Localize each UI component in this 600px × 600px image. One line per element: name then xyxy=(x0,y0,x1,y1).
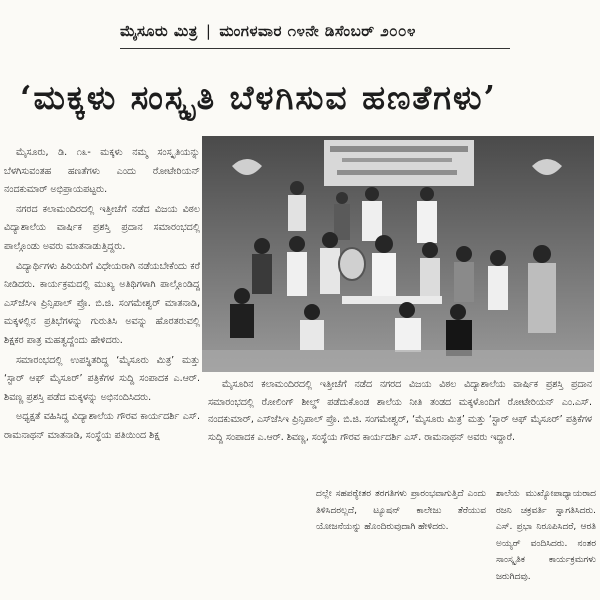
photo-caption: ಮೈಸೂರಿನ ಕಲಾಮಂದಿರದಲ್ಲಿ ಇತ್ತೀಚೆಗೆ ನಡೆದ ನಗರದ ವಿಜಯ ವಿಠಲ ವಿದ್ಯಾಶಾಲೆಯ ವಾರ್ಷಿಕ ಪ್ರಶಸ್ತಿ ಪ್ರದಾನ ಸಮಾರಂಭದಲ್ಲಿ ರೋಲಿಂಗ್ ಶೀಲ್ಡ್ ಪಡೆದುಕೊಂಡ ಶಾಲೆಯ ನೀತಿ ತಂಡದ ಮಕ್ಕಳೊಂದಿಗೆ ರೋಟೇರಿಯನ್ ಎಂ.ಎಸ್. ನಂದಕುಮಾರ್, ಎಸ್‌ಜೆಸಿಇ ಪ್ರಿನ್ಸಿಪಾಲ್ ಪ್ರೊ. ಬಿ.ಜಿ. ಸಂಗಮೇಶ್ವರ್, ‘ಮೈಸೂರು ಮಿತ್ರ’ ಮತ್ತು ‘ಸ್ಟಾರ್ ಆಫ್ ಮೈಸೂರ್’ ಪತ್ರಿಕೆಗಳ ಸುದ್ದಿ ಸಂಪಾದಕ ಎ.ಆರ್. ಶಿವಣ್ಣ, ಸಂಸ್ಥೆಯ ಗೌರವ ಕಾರ್ಯದರ್ಶಿ ಎಸ್. ರಾಮನಾಥನ್ ಅವರು ಇದ್ದಾರೆ. xyxy=(208,379,592,443)
body-paragraph: ನಗರದ ಕಲಾಮಂದಿರದಲ್ಲಿ ಇತ್ತೀಚೆಗೆ ನಡೆದ ವಿಜಯ ವಿಠಲ ವಿದ್ಯಾಶಾಲೆಯ ವಾರ್ಷಿಕ ಪ್ರಶಸ್ತಿ ಪ್ರದಾನ ಸಮಾರಂಭದಲ್ಲಿ ಪಾಲ್ಗೊಂಡು ಅವರು ಮಾತನಾಡುತ್ತಿದ್ದರು. xyxy=(4,203,200,252)
rolling-shield xyxy=(339,248,365,280)
body-paragraph: ಸಮಾರಂಭದಲ್ಲಿ ಉಪಸ್ಥಿತರಿದ್ದ ‘ಮೈಸೂರು ಮಿತ್ರ’ ಮತ್ತು ‘ಸ್ಟಾರ್ ಆಫ್ ಮೈಸೂರ್’ ಪತ್ರಿಕೆಗಳ ಸುದ್ದಿ ಸಂಪಾದಕ ಎ.ಆರ್. ಶಿವಣ್ಣ ಪ್ರಶಸ್ತಿ ಪಡೆದ ಮಕ್ಕಳನ್ನು ಅಭಿನಂದಿಸಿದರು. xyxy=(4,354,200,403)
banner-line xyxy=(342,158,452,162)
article-body-middle-column xyxy=(316,486,486,596)
newspaper-name: ಮೈಸೂರು ಮಿತ್ರ xyxy=(120,22,198,40)
event-photo xyxy=(202,136,594,372)
article-body-right-column xyxy=(496,486,596,596)
issue-date: ಮಂಗಳವಾರ ೧೪ನೇ ಡಿಸೆಂಬರ್ ೨೦೦೪ xyxy=(219,22,416,40)
certificate xyxy=(342,296,442,304)
banner-line xyxy=(330,146,468,152)
article-headline: ‘ಮಕ್ಕಳು ಸಂಸ್ಕೃತಿ ಬೆಳಗಿಸುವ ಹಣತೆಗಳು’ xyxy=(20,78,497,117)
group-photo-illustration xyxy=(202,136,594,372)
body-paragraph: ಮೈಸೂರು, ಡಿ. ೧೩- ಮಕ್ಕಳು ನಮ್ಮ ಸಂಸ್ಕೃತಿಯನ್ನು ಬೆಳಗಿಸುವಂತಹ ಹಣತೆಗಳು ಎಂದು ರೋಟೇರಿಯನ್ ನಂದಕುಮಾರ್ ಅಭಿಪ್ರಾಯಪಟ್ಟರು. xyxy=(4,147,200,196)
banner-line xyxy=(337,170,457,175)
stage-floor xyxy=(202,350,594,372)
body-paragraph: ಶಾಲೆಯ ಮುಖ್ಯೋಪಾಧ್ಯಾಯರಾದ ರಜನಿ ಚಕ್ರವರ್ತಿ ಸ್ವಾಗತಿಸಿದರು. ಎಸ್. ಪ್ರಭಾ ನಿರೂಪಿಸಿದರೆ, ಆರತಿ ಅಯ್ಯರ್ ವಂದಿಸಿದರು. ನಂತರ ಸಾಂಸ್ಕೃತಿಕ ಕಾರ್ಯಕ್ರಮಗಳು ಜರುಗಿದವು. xyxy=(496,489,596,582)
body-paragraph: ಅಧ್ಯಕ್ಷತೆ ವಹಿಸಿದ್ದ ವಿದ್ಯಾಶಾಲೆಯ ಗೌರವ ಕಾರ್ಯದರ್ಶಿ ಎಸ್. ರಾಮನಾಥನ್ ಮಾತನಾಡಿ, ಸಂಸ್ಥೆಯ ಪತಿಯಿಂದ ಶಿಕ್ಷ xyxy=(4,411,200,441)
masthead xyxy=(120,14,510,49)
body-paragraph: ವಿದ್ಯಾರ್ಥಿಗಳು ಹಿರಿಯರಿಗೆ ವಿಧೇಯರಾಗಿ ನಡೆಯಬೇಕೆಂದು ಕರೆ ನೀಡಿದರು. ಕಾರ್ಯಕ್ರಮದಲ್ಲಿ ಮುಖ್ಯ ಅತಿಥಿಗಳಾಗಿ ಪಾಲ್ಗೊಂಡಿದ್ದ ಎಸ್‌ಜೆಸಿಇ ಪ್ರಿನ್ಸಿಪಾಲ್ ಪ್ರೊ. ಬಿ.ಜಿ. ಸಂಗಮೇಶ್ವರ್ ಮಾತನಾಡಿ, ಮಕ್ಕಳಲ್ಲಿನ ಪ್ರತಿಭೆಗಳನ್ನು ಗುರುತಿಸಿ ಅವನ್ನು ಹೊರತರುವಲ್ಲಿ ಶಿಕ್ಷಕರ ಪಾತ್ರ ಮಹತ್ವದ್ದೆಂದು ಹೇಳಿದರು. xyxy=(4,260,200,346)
masthead-separator: | xyxy=(205,22,212,40)
body-paragraph: ದಲ್ಲೇ ಸಹಪಠ್ಯೇತರ ತರಗತಿಗಳು ಪ್ರಾರಂಭವಾಗುತ್ತಿದೆ ಎಂದು ತಿಳಿಸಿದರಲ್ಲದೆ, ಟ್ಯೂಷನ್ ಕಾಲೇಜು ತೆರೆಯುವ ಯೋಜನೆಯನ್ನು ಹೊಂದಿರುವುದಾಗಿ ಹೇಳಿದರು. xyxy=(316,489,486,532)
article-body-left-column xyxy=(4,144,200,596)
